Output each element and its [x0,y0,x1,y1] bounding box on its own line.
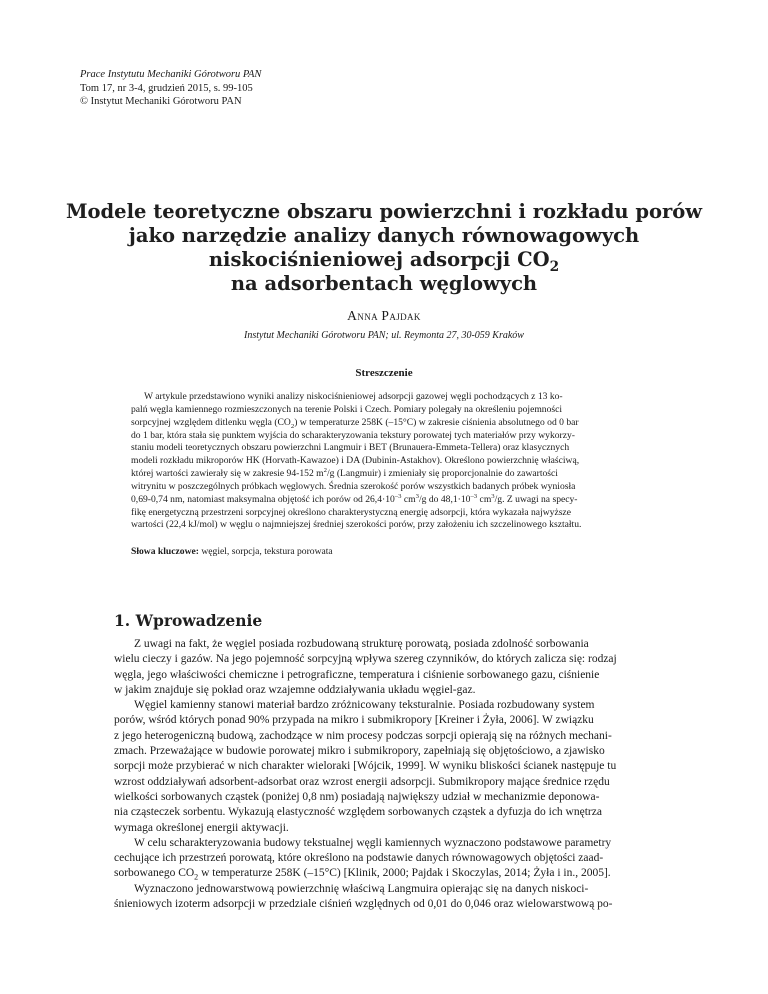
body-line: wielu cieczy i gazów. Na jego pojemność sorpcyjną wpływa szereg czynników, do których zalicza się: rodzaj [114,653,617,666]
title-line: na adsorbentach węglowych [230,272,538,295]
body-line: węgla, jego właściwości chemiczne i petrograficzne, temperatura i ciśnienie sorbowanego gazu, ciśnienie [114,668,600,681]
abstract-line: fikę energetyczną przestrzeni sorpcyjnej określono charakterystyczną energię adsorpcji, która wykazała najwyższe [131,506,571,518]
body-line: w jakim znajduje się pokład oraz wzajemne oddziaływania układu węgiel-gaz. [114,683,476,696]
abstract-line: palń węgla kamiennego rozmieszczonych na terenie Polski i Czech. Pomiary polegały na określeniu pojemności [131,403,563,415]
abstract-line: wartości (22,4 kJ/mol) w węglu o najmniejszej średniej szerokości porów, przy założeniu ich szczelinowego kształtu. [131,519,582,531]
body-line: śnieniowych izoterm adsorpcji w przedziale ciśnień względnych od 0,01 do 0,046 oraz wielowarstwową po- [114,898,613,911]
journal-header [80,68,261,109]
body-line: wymaga określonej energii aktywacji. [114,821,289,834]
affiliation: Instytut Mechaniki Górotworu PAN; ul. Reymonta 27, 30-059 Kraków [244,330,524,341]
body-line: zmach. Przeważające w budowie porowatej mikro i submikropory, zapełniają się objętościowo, a zjawisko [114,745,605,758]
journal-volume: Tom 17, nr 3-4, grudzień 2015, s. 99-105 [80,82,253,94]
abstract-line: staniu modeli teoretycznych obszaru powierzchni Langmuir i BET (Brunauera-Emmeta-Tellera) oraz klasycznych [131,442,570,454]
title-line: niskociśnieniowej adsorpcji $CO_2$ [208,248,560,275]
body-line: sorpcji może przybierać w nich charakter wieloraki [Wójcik, 1999]. W wyniku bliskości ścianek następuje tu [114,760,617,773]
title-line: jako narzędzie analizy danych równowagowych [128,224,640,247]
journal-copyright: © Instytut Mechaniki Górotworu PAN [80,96,242,107]
author [0,308,768,324]
abstract-line: modeli rozkładu mikroporów HK (Horvath-Kawazoe) i DA (Dubinin-Astakhov). Określono powierzchnię właściwą, [131,455,580,467]
keywords-text: węgiel, sorpcja, tekstura porowata [198,546,333,557]
body-line: W celu scharakteryzowania budowy tekstualnej węgli kamiennych wyznaczono podstawowe parametry [134,836,612,849]
keywords-label: Słowa kluczowe: [131,546,199,557]
body-line: Z uwagi na fakt, że węgiel posiada rozbudowaną strukturę porowatą, posiada zdolność sorbowania [134,638,589,650]
body-line: sorbowanego $CO_2$ w temperaturze 258K (–15°C) [Klinik, 2000; Pajdak i Skoczylas, 2014; Żyła i in., 2005]. [114,867,611,882]
body-line: cechujące ich przestrzeń porowatą, które określono na podstawie danych równowagowych objętości zaad- [114,852,604,865]
title-line: Modele teoretyczne obszaru powierzchni i rozkładu porów [65,200,703,223]
abstract-line: sorpcyjnej względem ditlenku węgla $(CO_2)$ w temperaturze 258K (–15°C) w zakresie ciśnienia absolutnego od 0 bar [131,416,579,430]
body-line: wielkości sorbowanych cząstek (poniżej 0,8 nm) posiadają największy udział w mechanizmie deponowa- [114,790,600,803]
paper-title [60,200,708,296]
body-line: wzrost oddziaływań adsorbent-adsorbat oraz wzrost energii adsorpcji. Submikropory mające średnice rzędu [114,775,610,788]
author-last-name: Pajdak [381,308,421,323]
abstract-body [131,391,639,532]
body-line: porów, wśród których ponad 90% przypada na mikro i submikropory [Kreiner i Żyła, 2006]. W związku [114,714,594,727]
body-line: Węgiel kamienny stanowi materiał bardzo zróżnicowany teksturalnie. Posiada rozbudowany system [134,699,595,712]
abstract-line: W artykule przedstawiono wyniki analizy niskociśnieniowej adsorpcji gazowej węgli pochodzących z 13 ko- [144,391,563,402]
journal-name: Prace Instytutu Mechaniki Górotworu PAN [80,69,262,80]
keywords [131,546,333,557]
abstract-line: do 1 bar, która stała się punktem wyjścia do scharakteryzowania tekstury porowatej tych materiałów przy wykorzy- [131,429,575,441]
body-line: z jego heterogeniczną budową, zachodzące w nim procesy podczas sorpcji opierają się na różnych mechani- [114,729,612,742]
body-text [114,637,654,912]
body-line: nia cząsteczek sorbentu. Wykazują elastyczność względem sorbowanych cząstek a dyfuzja do ich wnętrza [114,806,602,819]
abstract-line: 0,69-0,74 nm, natomiast maksymalna objętość ich porów od $26,4\cdot 10^{-3}$ $cm^3/g$ do $48,1\cdot 10^{-3}$ $cm^3/g$. Z uwagi na specy- [131,492,578,505]
body-line: Wyznaczono jednowarstwową powierzchnię właściwą Langmuira opierając się na danych niskoci- [134,882,589,895]
abstract-line: której wartości zawierały się w zakresie 94-152 $m^2/g$ (Langmuir) i zmieniały się proporcjonalnie do zawartości [131,466,558,480]
section-heading: 1. Wprowadzenie [114,611,263,630]
abstract-line: witrynitu w poszczególnych próbkach węglowych. Średnia szerokość porów wszystkich badanych próbek wyniosła [131,480,576,492]
abstract-heading: Streszczenie [355,367,413,379]
author-first-name: Anna [347,308,379,323]
